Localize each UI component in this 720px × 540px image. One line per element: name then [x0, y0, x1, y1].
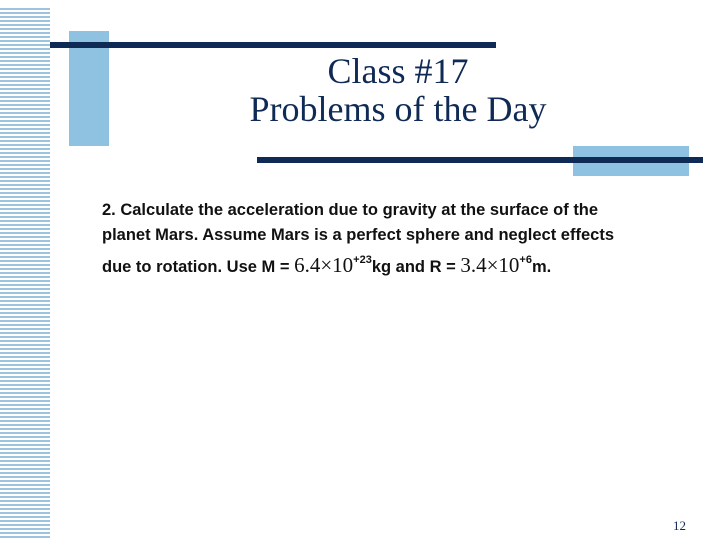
- radius-exponent: +6: [519, 254, 532, 266]
- slide-title-line2: Problems of the Day: [249, 89, 547, 129]
- mass-unit-text: kg and R =: [371, 258, 461, 276]
- radius-value: [460, 253, 532, 277]
- problem-line-3: [102, 248, 662, 280]
- problem-line-1: 2. Calculate the acceleration due to gravity at the surface of the: [102, 201, 599, 219]
- page-number: 12: [673, 518, 686, 533]
- problem-text: [102, 198, 662, 280]
- title-top-rule: [50, 42, 496, 48]
- radius-mantissa: 3.4×10: [460, 253, 520, 277]
- mass-exponent: +23: [353, 254, 372, 266]
- problem-line-3-prefix: due to rotation. Use M =: [102, 258, 295, 276]
- mass-mantissa: 6.4×10: [294, 253, 354, 277]
- radius-unit-text: m.: [531, 258, 552, 276]
- slide-title: [200, 52, 596, 128]
- mass-value: [294, 253, 372, 277]
- slide-title-line1: Class #17: [327, 51, 469, 91]
- title-bottom-rule: [257, 157, 703, 163]
- title-accent-block: [69, 31, 109, 146]
- left-stripe-decoration: [0, 8, 50, 540]
- problem-line-2: planet Mars. Assume Mars is a perfect sphere and neglect effects: [102, 226, 614, 244]
